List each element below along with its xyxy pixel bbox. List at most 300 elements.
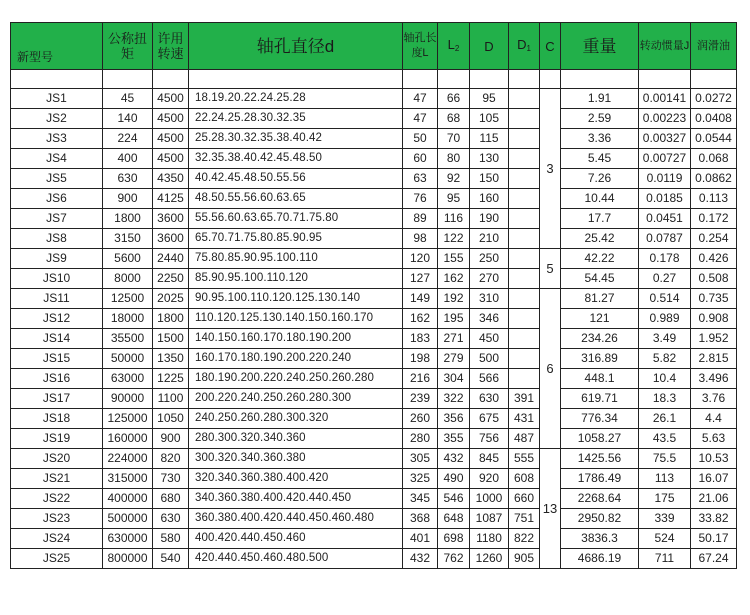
cell-d: 756	[470, 429, 509, 449]
cell-model: JS1	[11, 89, 103, 109]
cell-inertia: 711	[639, 549, 691, 569]
cell-d: 160	[470, 189, 509, 209]
cell-weight: 3.36	[561, 129, 639, 149]
cell-bore-length: 162	[403, 309, 438, 329]
table-row	[11, 509, 737, 529]
cell-grease: 3.496	[691, 369, 737, 389]
cell-inertia: 0.0119	[639, 169, 691, 189]
cell-d1: 660	[509, 489, 540, 509]
cell-speed: 730	[153, 469, 189, 489]
cell-grease: 0.172	[691, 209, 737, 229]
cell-bore: 320.340.360.380.400.420	[189, 469, 403, 489]
cell-d1	[509, 289, 540, 309]
cell-model: JS18	[11, 409, 103, 429]
cell-grease: 0.0272	[691, 89, 737, 109]
cell-model: JS3	[11, 129, 103, 149]
cell-torque: 45	[103, 89, 153, 109]
header-l2	[438, 23, 470, 70]
cell-inertia: 0.0451	[639, 209, 691, 229]
cell-d1	[509, 89, 540, 109]
cell-weight: 25.42	[561, 229, 639, 249]
cell-bore: 280.300.320.340.360	[189, 429, 403, 449]
table-row	[11, 229, 737, 249]
cell-l2: 122	[438, 229, 470, 249]
header-d1	[509, 23, 540, 70]
cell-inertia: 0.989	[639, 309, 691, 329]
cell-bore-length: 280	[403, 429, 438, 449]
cell-l2: 68	[438, 109, 470, 129]
cell-d1	[509, 249, 540, 269]
cell-inertia: 43.5	[639, 429, 691, 449]
cell-weight: 42.22	[561, 249, 639, 269]
cell-d: 310	[470, 289, 509, 309]
cell-bore: 180.190.200.220.240.250.260.280	[189, 369, 403, 389]
cell-speed: 1225	[153, 369, 189, 389]
cell-inertia: 0.27	[639, 269, 691, 289]
cell-bore-length: 120	[403, 249, 438, 269]
cell-d: 346	[470, 309, 509, 329]
cell-bore: 110.120.125.130.140.150.160.170	[189, 309, 403, 329]
cell-bore-length: 305	[403, 449, 438, 469]
cell-grease: 2.815	[691, 349, 737, 369]
cell-weight: 776.34	[561, 409, 639, 429]
cell-l2: 698	[438, 529, 470, 549]
cell-model: JS11	[11, 289, 103, 309]
table-row	[11, 189, 737, 209]
header-bore-length: 轴孔长度L	[403, 23, 438, 70]
cell-bore: 240.250.260.280.300.320	[189, 409, 403, 429]
cell-l2: 162	[438, 269, 470, 289]
cell-d: 105	[470, 109, 509, 129]
cell-bore-length: 47	[403, 89, 438, 109]
cell-weight: 81.27	[561, 289, 639, 309]
table-row	[11, 149, 737, 169]
header-inertia: 转动惯量J	[639, 23, 691, 70]
cell-grease: 0.0544	[691, 129, 737, 149]
cell-bore: 25.28.30.32.35.38.40.42	[189, 129, 403, 149]
cell-model: JS14	[11, 329, 103, 349]
cell-speed: 630	[153, 509, 189, 529]
cell-d: 1000	[470, 489, 509, 509]
cell-grease: 0.0862	[691, 169, 737, 189]
cell-l2: 195	[438, 309, 470, 329]
table-row	[11, 449, 737, 469]
cell-inertia: 10.4	[639, 369, 691, 389]
header-torque: 公称扭矩	[103, 23, 153, 70]
table-row	[11, 269, 737, 289]
cell-bore-length: 198	[403, 349, 438, 369]
cell-bore: 420.440.450.460.480.500	[189, 549, 403, 569]
header-d: D	[470, 23, 509, 70]
cell-bore: 48.50.55.56.60.63.65	[189, 189, 403, 209]
cell-bore: 90.95.100.110.120.125.130.140	[189, 289, 403, 309]
cell-weight: 2950.82	[561, 509, 639, 529]
cell-inertia: 0.00141	[639, 89, 691, 109]
blank-cell	[11, 70, 103, 89]
table-row	[11, 469, 737, 489]
cell-torque: 125000	[103, 409, 153, 429]
cell-torque: 8000	[103, 269, 153, 289]
cell-speed: 4125	[153, 189, 189, 209]
cell-model: JS2	[11, 109, 103, 129]
cell-bore: 300.320.340.360.380	[189, 449, 403, 469]
cell-speed: 900	[153, 429, 189, 449]
cell-model: JS21	[11, 469, 103, 489]
cell-grease: 0.908	[691, 309, 737, 329]
cell-l2: 66	[438, 89, 470, 109]
cell-grease: 67.24	[691, 549, 737, 569]
cell-torque: 63000	[103, 369, 153, 389]
header-model: 新型号	[11, 23, 103, 70]
cell-bore-length: 183	[403, 329, 438, 349]
cell-d1	[509, 329, 540, 349]
cell-d1	[509, 209, 540, 229]
table-row	[11, 309, 737, 329]
blank-cell	[103, 70, 153, 89]
cell-bore: 75.80.85.90.95.100.110	[189, 249, 403, 269]
cell-c-group: 6	[540, 289, 561, 449]
cell-l2: 322	[438, 389, 470, 409]
cell-weight: 4686.19	[561, 549, 639, 569]
cell-model: JS19	[11, 429, 103, 449]
cell-bore: 22.24.25.28.30.32.35	[189, 109, 403, 129]
cell-bore-length: 60	[403, 149, 438, 169]
cell-bore-length: 149	[403, 289, 438, 309]
table-row	[11, 249, 737, 269]
cell-grease: 0.508	[691, 269, 737, 289]
cell-d1: 431	[509, 409, 540, 429]
cell-torque: 1800	[103, 209, 153, 229]
cell-l2: 355	[438, 429, 470, 449]
cell-weight: 3836.3	[561, 529, 639, 549]
cell-c-group: 13	[540, 449, 561, 569]
cell-model: JS22	[11, 489, 103, 509]
cell-d: 1087	[470, 509, 509, 529]
cell-weight: 448.1	[561, 369, 639, 389]
cell-model: JS15	[11, 349, 103, 369]
cell-bore-length: 50	[403, 129, 438, 149]
cell-inertia: 0.00727	[639, 149, 691, 169]
cell-speed: 4500	[153, 149, 189, 169]
cell-torque: 35500	[103, 329, 153, 349]
cell-d: 845	[470, 449, 509, 469]
cell-bore: 85.90.95.100.110.120	[189, 269, 403, 289]
table-row	[11, 169, 737, 189]
cell-speed: 4500	[153, 129, 189, 149]
cell-inertia: 3.49	[639, 329, 691, 349]
cell-inertia: 75.5	[639, 449, 691, 469]
cell-weight: 1.91	[561, 89, 639, 109]
cell-speed: 4500	[153, 109, 189, 129]
cell-inertia: 0.00327	[639, 129, 691, 149]
cell-d: 150	[470, 169, 509, 189]
cell-l2: 648	[438, 509, 470, 529]
cell-d1	[509, 369, 540, 389]
header-d1-text: D	[517, 36, 527, 52]
header-weight: 重量	[561, 23, 639, 70]
cell-weight: 54.45	[561, 269, 639, 289]
table-row	[11, 89, 737, 109]
cell-model: JS12	[11, 309, 103, 329]
cell-d1: 751	[509, 509, 540, 529]
cell-torque: 500000	[103, 509, 153, 529]
cell-speed: 3600	[153, 209, 189, 229]
table-row	[11, 529, 737, 549]
cell-bore: 40.42.45.48.50.55.56	[189, 169, 403, 189]
cell-torque: 400	[103, 149, 153, 169]
cell-bore: 55.56.60.63.65.70.71.75.80	[189, 209, 403, 229]
cell-l2: 356	[438, 409, 470, 429]
cell-d1	[509, 229, 540, 249]
cell-speed: 1050	[153, 409, 189, 429]
cell-l2: 80	[438, 149, 470, 169]
header-l2-sub: 2	[454, 43, 460, 53]
cell-d1	[509, 189, 540, 209]
cell-torque: 224	[103, 129, 153, 149]
cell-l2: 279	[438, 349, 470, 369]
cell-d: 250	[470, 249, 509, 269]
cell-c-group: 3	[540, 89, 561, 249]
cell-l2: 92	[438, 169, 470, 189]
cell-model: JS4	[11, 149, 103, 169]
cell-d1	[509, 309, 540, 329]
cell-inertia: 175	[639, 489, 691, 509]
cell-torque: 90000	[103, 389, 153, 409]
cell-d: 270	[470, 269, 509, 289]
cell-bore: 32.35.38.40.42.45.48.50	[189, 149, 403, 169]
cell-bore: 18.19.20.22.24.25.28	[189, 89, 403, 109]
cell-d: 566	[470, 369, 509, 389]
cell-d1	[509, 149, 540, 169]
cell-speed: 4500	[153, 89, 189, 109]
cell-model: JS7	[11, 209, 103, 229]
cell-d1	[509, 349, 540, 369]
cell-grease: 3.76	[691, 389, 737, 409]
cell-inertia: 0.514	[639, 289, 691, 309]
cell-d: 500	[470, 349, 509, 369]
cell-d1	[509, 169, 540, 189]
cell-bore-length: 47	[403, 109, 438, 129]
cell-weight: 1786.49	[561, 469, 639, 489]
header-row	[11, 23, 737, 70]
cell-grease: 0.0408	[691, 109, 737, 129]
cell-grease: 0.254	[691, 229, 737, 249]
cell-l2: 116	[438, 209, 470, 229]
cell-d: 450	[470, 329, 509, 349]
table-row	[11, 429, 737, 449]
cell-bore-length: 98	[403, 229, 438, 249]
table-row	[11, 389, 737, 409]
table-row	[11, 349, 737, 369]
cell-inertia: 0.0787	[639, 229, 691, 249]
blank-cell	[509, 70, 540, 89]
cell-l2: 490	[438, 469, 470, 489]
cell-torque: 400000	[103, 489, 153, 509]
cell-bore-length: 63	[403, 169, 438, 189]
blank-cell	[403, 70, 438, 89]
blank-cell	[438, 70, 470, 89]
cell-d1: 391	[509, 389, 540, 409]
cell-d: 95	[470, 89, 509, 109]
cell-weight: 1425.56	[561, 449, 639, 469]
cell-weight: 2.59	[561, 109, 639, 129]
cell-l2: 271	[438, 329, 470, 349]
cell-grease: 0.113	[691, 189, 737, 209]
cell-weight: 234.26	[561, 329, 639, 349]
cell-weight: 5.45	[561, 149, 639, 169]
cell-model: JS25	[11, 549, 103, 569]
cell-l2: 432	[438, 449, 470, 469]
cell-torque: 160000	[103, 429, 153, 449]
cell-d: 210	[470, 229, 509, 249]
cell-weight: 17.7	[561, 209, 639, 229]
cell-inertia: 113	[639, 469, 691, 489]
cell-weight: 619.71	[561, 389, 639, 409]
cell-bore-length: 345	[403, 489, 438, 509]
cell-bore-length: 325	[403, 469, 438, 489]
cell-speed: 1100	[153, 389, 189, 409]
cell-grease: 16.07	[691, 469, 737, 489]
coupling-spec-table	[10, 22, 737, 569]
cell-inertia: 18.3	[639, 389, 691, 409]
cell-torque: 800000	[103, 549, 153, 569]
cell-model: JS8	[11, 229, 103, 249]
cell-d: 1260	[470, 549, 509, 569]
cell-speed: 680	[153, 489, 189, 509]
cell-inertia: 0.00223	[639, 109, 691, 129]
cell-model: JS16	[11, 369, 103, 389]
table-row	[11, 289, 737, 309]
cell-model: JS6	[11, 189, 103, 209]
cell-speed: 540	[153, 549, 189, 569]
table-row	[11, 329, 737, 349]
cell-model: JS24	[11, 529, 103, 549]
table-body	[11, 70, 737, 569]
cell-bore: 200.220.240.250.260.280.300	[189, 389, 403, 409]
cell-grease: 5.63	[691, 429, 737, 449]
table-row	[11, 109, 737, 129]
table-row	[11, 129, 737, 149]
cell-torque: 140	[103, 109, 153, 129]
table-row	[11, 409, 737, 429]
cell-weight: 7.26	[561, 169, 639, 189]
cell-d: 920	[470, 469, 509, 489]
cell-bore-length: 239	[403, 389, 438, 409]
cell-grease: 33.82	[691, 509, 737, 529]
blank-cell	[561, 70, 639, 89]
cell-d: 630	[470, 389, 509, 409]
cell-grease: 0.426	[691, 249, 737, 269]
cell-torque: 18000	[103, 309, 153, 329]
cell-inertia: 0.0185	[639, 189, 691, 209]
cell-grease: 0.068	[691, 149, 737, 169]
header-bore: 轴孔直径d	[189, 23, 403, 70]
cell-speed: 1500	[153, 329, 189, 349]
cell-d: 190	[470, 209, 509, 229]
cell-weight: 1058.27	[561, 429, 639, 449]
cell-torque: 3150	[103, 229, 153, 249]
cell-bore: 360.380.400.420.440.450.460.480	[189, 509, 403, 529]
cell-d1	[509, 269, 540, 289]
cell-grease: 4.4	[691, 409, 737, 429]
blank-row	[11, 70, 737, 89]
cell-speed: 2440	[153, 249, 189, 269]
cell-l2: 304	[438, 369, 470, 389]
cell-torque: 315000	[103, 469, 153, 489]
cell-grease: 50.17	[691, 529, 737, 549]
cell-d1: 608	[509, 469, 540, 489]
cell-torque: 50000	[103, 349, 153, 369]
cell-l2: 192	[438, 289, 470, 309]
cell-torque: 900	[103, 189, 153, 209]
cell-l2: 546	[438, 489, 470, 509]
cell-d: 1180	[470, 529, 509, 549]
cell-c-group: 5	[540, 249, 561, 289]
blank-cell	[189, 70, 403, 89]
cell-grease: 0.735	[691, 289, 737, 309]
cell-bore-length: 368	[403, 509, 438, 529]
table-row	[11, 369, 737, 389]
cell-bore-length: 216	[403, 369, 438, 389]
blank-cell	[691, 70, 737, 89]
cell-d: 675	[470, 409, 509, 429]
cell-bore: 140.150.160.170.180.190.200	[189, 329, 403, 349]
cell-bore-length: 76	[403, 189, 438, 209]
cell-inertia: 524	[639, 529, 691, 549]
cell-inertia: 339	[639, 509, 691, 529]
cell-model: JS20	[11, 449, 103, 469]
table-row	[11, 549, 737, 569]
blank-cell	[639, 70, 691, 89]
cell-model: JS5	[11, 169, 103, 189]
cell-speed: 3600	[153, 229, 189, 249]
table-row	[11, 209, 737, 229]
header-grease: 润滑油	[691, 23, 737, 70]
blank-cell	[153, 70, 189, 89]
cell-speed: 2250	[153, 269, 189, 289]
cell-bore: 65.70.71.75.80.85.90.95	[189, 229, 403, 249]
cell-bore: 400.420.440.450.460	[189, 529, 403, 549]
cell-bore-length: 127	[403, 269, 438, 289]
spec-table-wrapper	[10, 22, 737, 569]
cell-bore-length: 260	[403, 409, 438, 429]
cell-d1: 822	[509, 529, 540, 549]
cell-torque: 630	[103, 169, 153, 189]
cell-bore: 160.170.180.190.200.220.240	[189, 349, 403, 369]
cell-speed: 580	[153, 529, 189, 549]
cell-d1: 487	[509, 429, 540, 449]
cell-weight: 2268.64	[561, 489, 639, 509]
cell-d1: 905	[509, 549, 540, 569]
cell-speed: 1800	[153, 309, 189, 329]
blank-cell	[470, 70, 509, 89]
cell-speed: 2025	[153, 289, 189, 309]
cell-weight: 121	[561, 309, 639, 329]
cell-l2: 70	[438, 129, 470, 149]
cell-weight: 10.44	[561, 189, 639, 209]
cell-grease: 21.06	[691, 489, 737, 509]
cell-inertia: 0.178	[639, 249, 691, 269]
cell-weight: 316.89	[561, 349, 639, 369]
blank-cell	[540, 70, 561, 89]
cell-model: JS23	[11, 509, 103, 529]
cell-model: JS10	[11, 269, 103, 289]
cell-d: 130	[470, 149, 509, 169]
cell-speed: 4350	[153, 169, 189, 189]
header-speed: 许用转速	[153, 23, 189, 70]
cell-grease: 10.53	[691, 449, 737, 469]
cell-bore-length: 432	[403, 549, 438, 569]
